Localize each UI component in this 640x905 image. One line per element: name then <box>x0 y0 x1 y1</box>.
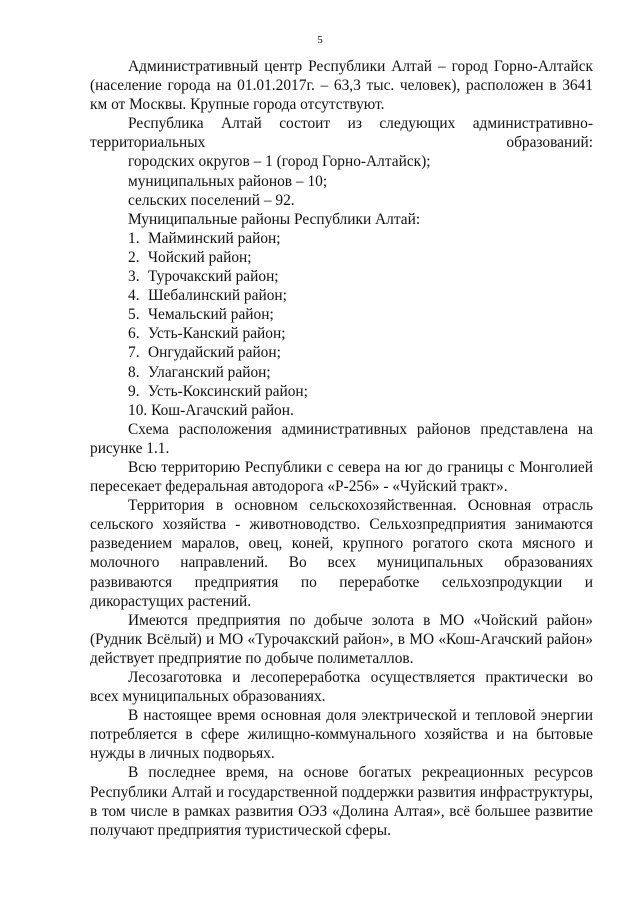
list-item-number: 7. <box>128 344 140 362</box>
unit-count-municipal-districts: муниципальных районов – 10; <box>128 172 328 190</box>
list-item-number: 5. <box>128 306 140 324</box>
list-item-text: Улаганский район; <box>148 363 271 381</box>
list-item-text: Онгудайский район; <box>148 344 281 362</box>
list-item-number: 2. <box>128 248 140 266</box>
paragraph-tourism: В последнее время, на основе богатых рекреационных ресурсов Республики Алтай и государственной поддержки развития инфраструктуры, в том числе в рамках развития ОЭЗ «Долина Алтая», всё большее развитие получают предприятия туристической сферы. <box>90 764 593 839</box>
paragraph-administrative-center: Административный центр Республики Алтай – город Горно-Алтайск (население города на 01.01.2017г. – 63,3 тыс. человек), расположен в 3641 км от Москвы. Крупные города отсутствуют. <box>90 58 593 114</box>
page-number: 5 <box>317 34 323 46</box>
list-item-text: Чойский район; <box>148 248 252 266</box>
list-item-number: 3. <box>128 268 140 286</box>
list-item-text: Майминский район; <box>148 229 281 247</box>
list-item-number: 6. <box>128 325 140 343</box>
list-item <box>128 382 593 401</box>
list-item-text: Турочакский район; <box>148 268 279 286</box>
list-item <box>128 305 593 324</box>
paragraph-energy-consumption: В настоящее время основная доля электрической и тепловой энергии потребляется в сфере жилищно-коммунального хозяйства и на бытовые нужды в личных подворьях. <box>90 707 593 763</box>
list-item-number: 9. <box>128 382 140 400</box>
list-item <box>128 229 593 248</box>
list-item-number: 10. <box>128 401 148 419</box>
unit-count-urban-districts: городских округов – 1 (город Горно-Алтайск); <box>128 153 431 171</box>
list-item-text: Шебалинский район; <box>148 287 287 305</box>
paragraph-agriculture: Территория в основном сельскохозяйственная. Основная отрасль сельского хозяйства - животноводство. Сельхозпредприятия занимаются разведением маралов, овец, коней, крупного рогатого скота мясного и молочного направлений. Во всех муниципальных образованиях развиваются предприятия по переработке сельхозпродукции и дикорастущих растений. <box>90 497 593 610</box>
paragraph-administrative-units: Республика Алтай состоит из следующих административно-территориальных образований: <box>90 115 593 152</box>
list-item-text: Усть-Коксинский район; <box>148 382 308 400</box>
paragraph-district-scheme: Схема расположения административных районов представлена на рисунке 1.1. <box>90 420 593 457</box>
list-item <box>128 267 593 286</box>
list-item <box>128 343 593 362</box>
districts-list <box>90 229 593 420</box>
list-item <box>128 286 593 305</box>
paragraph-mining: Имеются предприятия по добыче золота в МО «Чойский район» (Рудник Всёлый) и МО «Турочакский район», в МО «Кош-Агачский район» действует предприятие по добыче полиметаллов. <box>90 611 593 667</box>
paragraph-forestry: Лесозаготовка и лесопереработка осуществляется практически во всех муниципальных образованиях. <box>90 669 593 706</box>
list-item-text: Чемальский район; <box>148 306 274 324</box>
list-item-number: 4. <box>128 287 140 305</box>
list-item-text: Кош-Агачский район. <box>151 401 294 419</box>
document-body <box>90 57 593 840</box>
paragraph-federal-highway: Всю территорию Республики с севера на юг до границы с Монголией пересекает федеральная автодорога «Р-256» - «Чуйский тракт». <box>90 458 593 496</box>
list-item <box>128 363 593 382</box>
list-item-number: 8. <box>128 363 140 381</box>
list-item <box>128 248 593 267</box>
unit-count-rural-settlements: сельских поселений – 92. <box>128 191 295 209</box>
list-item <box>128 401 593 420</box>
districts-heading: Муниципальные районы Республики Алтай: <box>128 210 421 228</box>
list-item-text: Усть-Канский район; <box>148 325 286 343</box>
list-item <box>128 324 593 343</box>
list-item-number: 1. <box>128 229 140 247</box>
